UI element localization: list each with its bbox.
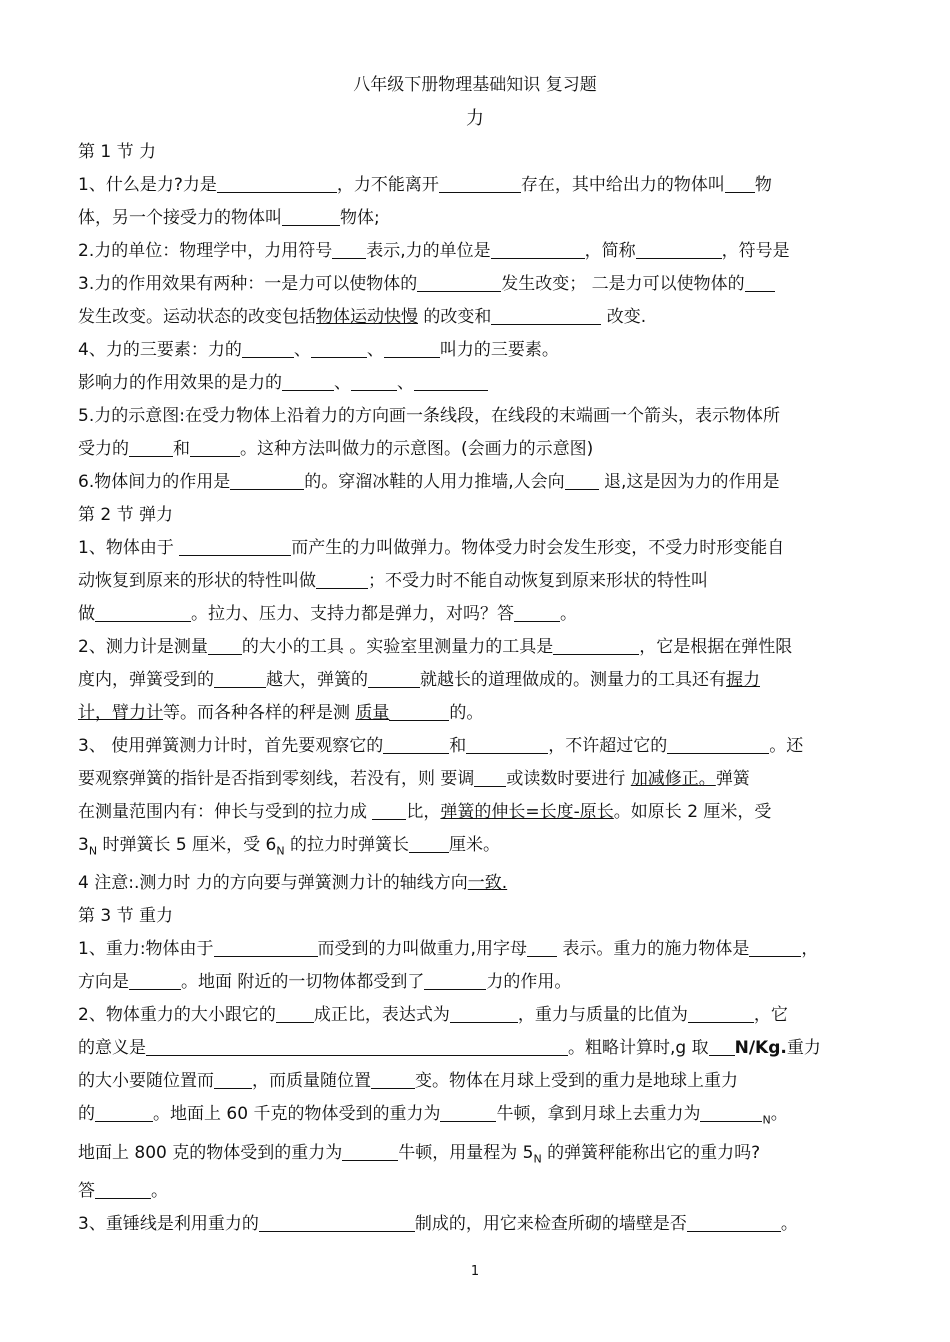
blank bbox=[129, 971, 181, 990]
text-line: 3、 使用弹簧测力计时，首先要观察它的 和 ，不许超过它的 。还 bbox=[78, 736, 804, 756]
text-line: 的意义是 。粗略计算时,g 取 N/Kg.重力 bbox=[78, 1038, 821, 1059]
question-2-1 bbox=[78, 532, 878, 631]
document-title: 八年级下册物理基础知识 复习题 bbox=[353, 75, 597, 95]
text-line: 2、测力计是测量 的大小的工具 。实验室里测量力的工具是 ，它是根据在弹性限 bbox=[78, 637, 793, 657]
blank bbox=[190, 438, 240, 457]
underlined-answer: 弹簧的伸长=长度-原长 bbox=[440, 802, 614, 822]
blank bbox=[311, 339, 367, 358]
underlined-answer: 加减修正。 bbox=[630, 769, 716, 789]
underlined-answer: 物体运动快慢 bbox=[316, 307, 418, 327]
question-1-3 bbox=[78, 268, 878, 334]
underlined-answer: 计，臂力计 bbox=[78, 703, 163, 723]
text-line: 体，另一个接受力的物体叫 物体; bbox=[78, 208, 380, 228]
text-line: 2、物体重力的大小跟它的 成正比，表达式为 ，重力与质量的比值为 ，它 bbox=[78, 1005, 788, 1026]
text-line: 计，臂力计等。而各种各样的秤是测 质量 的。 bbox=[78, 703, 484, 723]
question-2-3 bbox=[78, 730, 878, 867]
unit-subscript: N bbox=[88, 844, 98, 858]
document-subtitle: 力 bbox=[466, 108, 484, 129]
blank bbox=[688, 1004, 754, 1023]
unit-subscript: N bbox=[762, 1113, 771, 1127]
text-line: 地面上 800 克的物体受到的重力为 牛顿，用量程为 $5_N$ 的弹簧秤能称出它的重力吗? bbox=[78, 1142, 761, 1166]
blank bbox=[129, 438, 173, 457]
blank bbox=[332, 240, 366, 259]
blank bbox=[687, 1213, 781, 1232]
blank bbox=[667, 735, 769, 754]
blank bbox=[409, 834, 449, 853]
question-1-6 bbox=[78, 466, 878, 499]
text-line: 答 。 bbox=[78, 1181, 168, 1202]
blank bbox=[230, 471, 304, 490]
blank bbox=[440, 1103, 496, 1122]
text-line: 4、力的三要素：力的 、 、 叫力的三要素。 bbox=[78, 340, 559, 360]
blank bbox=[95, 1180, 151, 1199]
text-line: $3_N$ 时弹簧长 5 厘米，受 $6_N$ 的拉力时弹簧长 厘米。 bbox=[78, 835, 500, 858]
blank bbox=[474, 768, 506, 787]
blank bbox=[553, 636, 639, 655]
blank bbox=[342, 1142, 398, 1161]
underlined-answer: 质量 bbox=[355, 703, 390, 723]
blank bbox=[514, 603, 560, 622]
blank bbox=[424, 971, 486, 990]
text-line: 度内，弹簧受到的 越大，弹簧的 就越长的道理做成的。测量力的工具还有握力 bbox=[78, 670, 760, 690]
question-1-5 bbox=[78, 400, 878, 466]
text-line: 3.力的作用效果有两种：一是力可以使物体的 发生改变； 二是力可以使物体的 bbox=[98, 268, 878, 301]
blank bbox=[217, 174, 337, 193]
blank bbox=[745, 273, 775, 292]
blank bbox=[95, 603, 191, 622]
text-line: 影响力的作用效果的是力的 、 、 bbox=[78, 367, 878, 400]
blank bbox=[242, 339, 294, 358]
text-line: 受力的 和 。这种方法叫做力的示意图。(会画力的示意图) bbox=[78, 439, 594, 459]
blank bbox=[450, 1004, 518, 1023]
text-line: 4 注意:.测力时 力的方向要与弹簧测力计的轴线方向一致. bbox=[78, 873, 508, 894]
blank bbox=[208, 636, 242, 655]
text-line: 的大小要随位置而 ，而质量随位置 变。物体在月球上受到的重力是地球上重力 bbox=[78, 1071, 738, 1092]
blank bbox=[372, 801, 406, 820]
unit-subscript: N bbox=[533, 1152, 542, 1166]
blank bbox=[282, 372, 334, 391]
blank bbox=[95, 1103, 153, 1122]
blank bbox=[214, 938, 318, 957]
text-line: 6.物体间力的作用是 的。穿溜冰鞋的人用力推墙,人会向 退,这是因为力的作用是 bbox=[78, 472, 780, 492]
blank bbox=[371, 1070, 415, 1089]
text-line: 1、什么是力?力是 ，力不能离开 存在，其中给出力的物体叫 物 bbox=[78, 175, 772, 195]
blank bbox=[527, 938, 557, 957]
text-line: 要观察弹簧的指针是否指到零刻线，若没有，则 要调 或读数时要进行 加减修正。弹簧 bbox=[78, 769, 750, 789]
blank bbox=[316, 570, 368, 589]
blank bbox=[179, 537, 291, 556]
blank bbox=[439, 174, 521, 193]
question-3-1 bbox=[78, 933, 878, 999]
blank bbox=[389, 702, 449, 721]
question-2-4 bbox=[78, 867, 878, 900]
blank bbox=[414, 372, 488, 391]
question-3-2 bbox=[78, 999, 878, 1208]
text-line: 5.力的示意图:在受力物体上沿着力的方向画一条线段，在线段的末端画一个箭头，表示物体所 bbox=[78, 406, 780, 426]
blank bbox=[214, 669, 266, 688]
blank bbox=[491, 306, 601, 325]
blank bbox=[351, 372, 397, 391]
blank bbox=[282, 207, 340, 226]
page-number: 1 bbox=[470, 1264, 480, 1279]
underlined-answer: 一致. bbox=[467, 873, 508, 894]
text-line: 的 。地面上 60 千克的物体受到的重力为 牛顿，拿到月球上去重力为 $_N$。 bbox=[78, 1104, 788, 1127]
blank bbox=[749, 938, 801, 957]
blank bbox=[259, 1213, 415, 1232]
blank bbox=[565, 471, 599, 490]
blank bbox=[700, 1103, 762, 1122]
text-line: 1、重力:物体由于 而受到的力叫做重力,用字母 表示。重力的施力物体是 ， bbox=[78, 939, 819, 960]
section-heading-1: 第 1 节 力 bbox=[78, 142, 157, 162]
text-line: 2.力的单位：物理学中，力用符号 表示,力的单位是 ，简称 ，符号是 bbox=[78, 241, 790, 261]
blank bbox=[383, 735, 449, 754]
blank bbox=[466, 735, 548, 754]
question-1-4b bbox=[78, 367, 878, 400]
document-body bbox=[78, 136, 878, 1241]
question-3-3 bbox=[78, 1208, 878, 1241]
section-heading-2: 第 2 节 弹力 bbox=[78, 505, 174, 525]
text-line: 3、重锤线是利用重力的 制成的，用它来检查所砌的墙壁是否 。 bbox=[78, 1214, 798, 1235]
section-heading-3: 第 3 节 重力 bbox=[78, 906, 174, 927]
text-line: 方向是 。地面 附近的一切物体都受到了 力的作用。 bbox=[78, 972, 572, 993]
text-line: 做 。拉力、压力、支持力都是弹力，对吗？答 。 bbox=[78, 604, 577, 624]
question-1-4 bbox=[78, 334, 878, 367]
text-line: 1、物体由于 而产生的力叫做弹力。物体受力时会发生形变，不受力时形变能自 bbox=[78, 538, 785, 558]
blank bbox=[368, 669, 420, 688]
blank bbox=[636, 240, 722, 259]
blank bbox=[384, 339, 440, 358]
text-line: 在测量范围内有：伸长与受到的拉力成 比，弹簧的伸长=长度-原长。如原长 2 厘米，受 bbox=[78, 802, 772, 822]
blank bbox=[417, 273, 501, 292]
blank bbox=[276, 1004, 314, 1023]
question-2-2 bbox=[78, 631, 878, 730]
text-line: 发生改变。运动状态的改变包括物体运动快慢 的改变和 改变. bbox=[78, 307, 647, 327]
unit-subscript: N bbox=[276, 844, 285, 858]
question-1-1 bbox=[78, 169, 878, 235]
text-line: 动恢复到原来的形状的特性叫做 ；不受力时不能自动恢复到原来形状的特性叫 bbox=[78, 571, 708, 591]
question-1-2 bbox=[78, 235, 878, 268]
blank bbox=[491, 240, 585, 259]
blank bbox=[146, 1037, 568, 1056]
underlined-answer: 握力 bbox=[726, 670, 760, 690]
blank bbox=[725, 174, 755, 193]
blank bbox=[709, 1037, 735, 1056]
blank bbox=[214, 1070, 252, 1089]
